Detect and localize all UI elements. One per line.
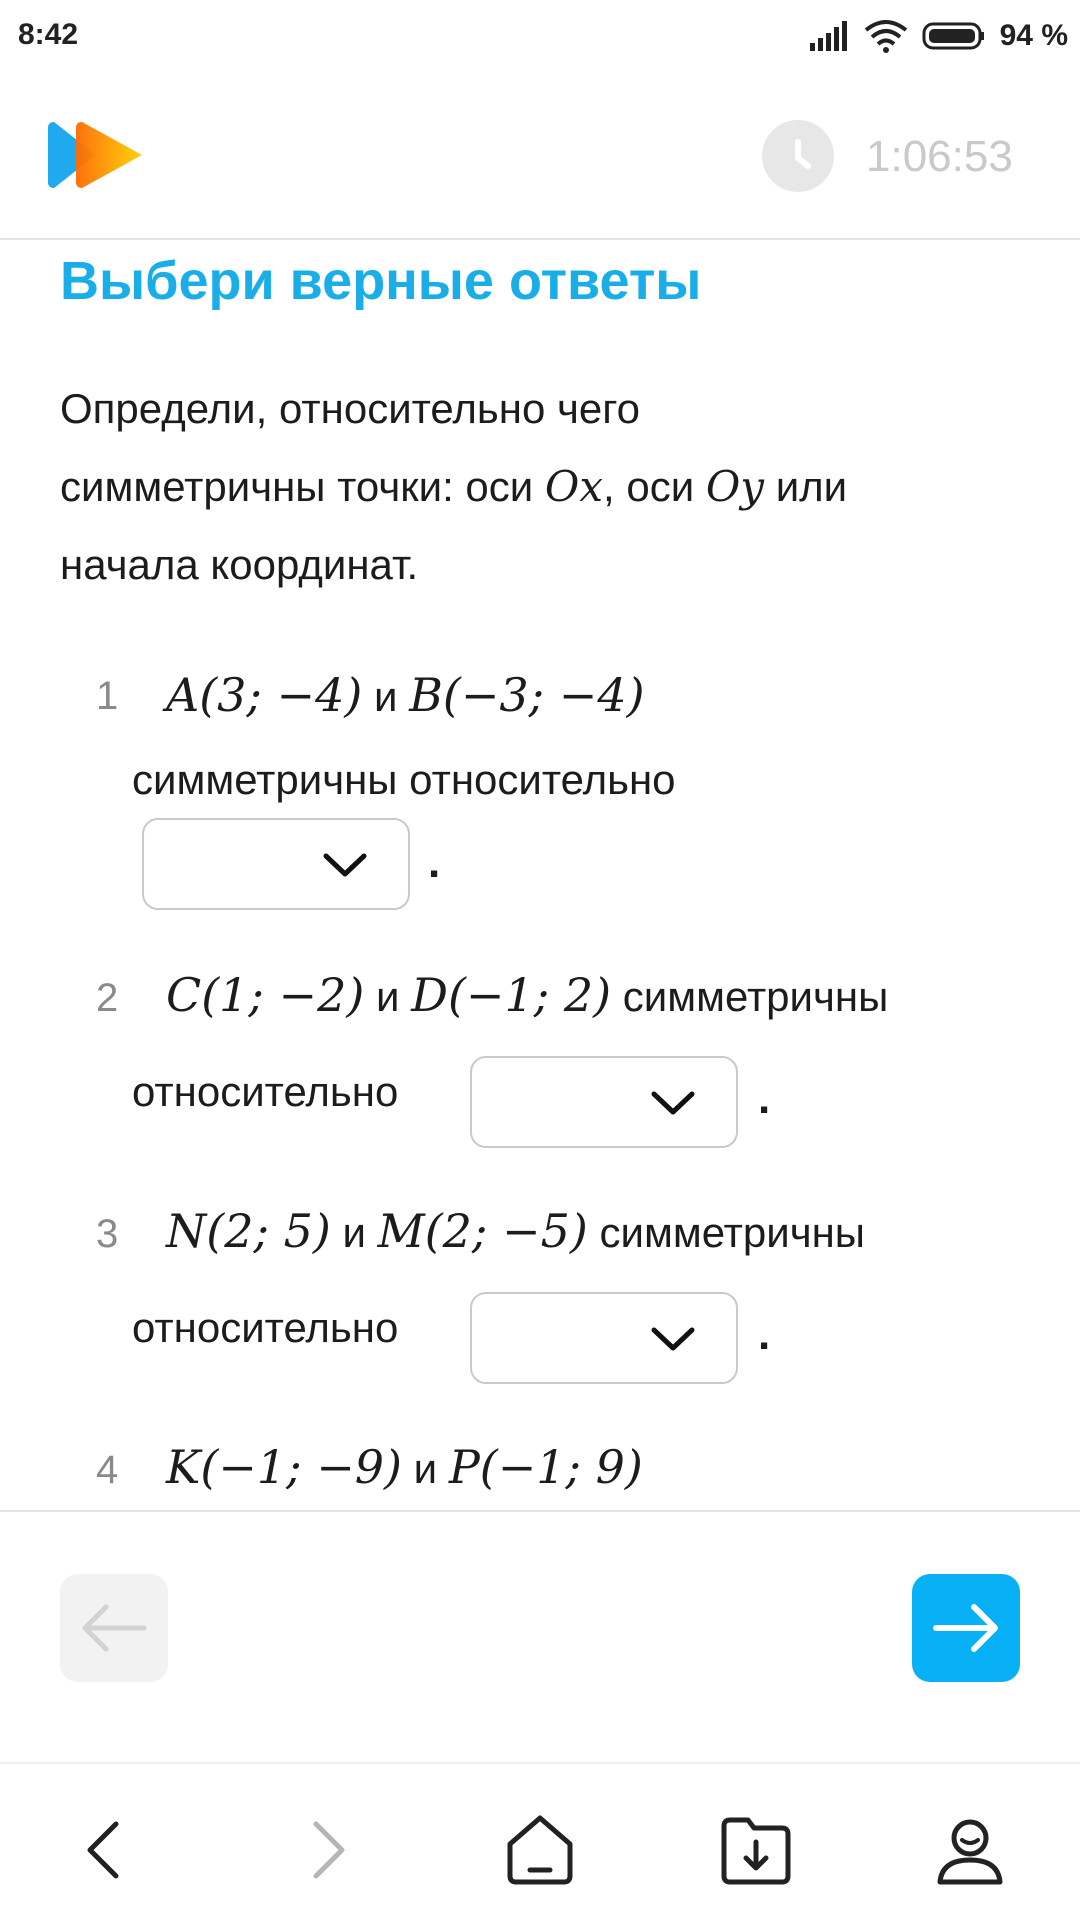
arrow-left-icon: [60, 1574, 168, 1682]
question-1-text: симметричны относительно: [132, 756, 676, 803]
task-instruction: [60, 370, 1040, 604]
chevron-down-icon: [322, 848, 368, 882]
status-bar: [0, 0, 1080, 72]
timer-value: 1:06:53: [866, 132, 1013, 181]
point-c: C(1; −2): [166, 968, 365, 1022]
question-number: 1: [96, 674, 119, 718]
axis-oy: Oy: [705, 462, 765, 511]
app-logo-icon[interactable]: [48, 120, 144, 190]
wifi-icon: [864, 19, 908, 53]
instruction-line-2: симметричны точки: оси Ox, оси Oy или: [60, 462, 848, 511]
signal-icon: [808, 21, 850, 51]
point-a: A(3; −4): [166, 668, 363, 722]
app-header: [0, 72, 1080, 240]
point-b: B(−3; −4): [409, 668, 645, 722]
task-navigation: [0, 1510, 1080, 1764]
forward-icon[interactable]: [286, 1810, 366, 1890]
point-m: M(2; −5): [377, 1204, 588, 1258]
chevron-down-icon: [650, 1086, 696, 1120]
axis-ox: Ox: [544, 462, 604, 511]
question-3-select[interactable]: [470, 1292, 738, 1384]
question-1-select[interactable]: [142, 818, 410, 910]
question-2-points: C(1; −2) и D(−1; 2) симметричны: [166, 968, 889, 1022]
arrow-right-icon: [912, 1574, 1020, 1682]
browser-toolbar: [0, 1762, 1080, 1922]
downloads-icon[interactable]: [716, 1810, 796, 1890]
question-2-text: относительно: [132, 1068, 399, 1115]
point-n: N(2; 5): [166, 1204, 331, 1258]
status-icons: [808, 16, 1068, 56]
task-title: Выбери верные ответы: [60, 251, 702, 311]
next-button[interactable]: [912, 1574, 1020, 1682]
clock-icon: [762, 120, 834, 192]
question-number: 3: [96, 1212, 119, 1256]
question-2-select[interactable]: [470, 1056, 738, 1148]
instruction-line-1: Определи, относительно чего: [60, 385, 641, 432]
previous-button[interactable]: [60, 1574, 168, 1682]
battery-level: 94 %: [999, 19, 1068, 52]
question-number: 4: [96, 1448, 119, 1492]
status-time: 8:42: [18, 18, 79, 51]
question-3-text: относительно: [132, 1304, 399, 1351]
question-number: 2: [96, 976, 119, 1020]
question-4-points: K(−1; −9) и P(−1; 9): [166, 1440, 643, 1494]
profile-icon[interactable]: [930, 1810, 1010, 1890]
instruction-line-3: начала координат.: [60, 541, 419, 588]
chevron-down-icon: [650, 1322, 696, 1356]
home-icon[interactable]: [500, 1810, 580, 1890]
point-k: K(−1; −9): [166, 1440, 402, 1494]
question-1-points: A(3; −4) и B(−3; −4): [166, 668, 645, 722]
point-d: D(−1; 2): [411, 968, 612, 1022]
sentence-period: .: [428, 838, 441, 887]
sentence-period: .: [758, 1310, 771, 1359]
back-icon[interactable]: [66, 1810, 146, 1890]
point-p: P(−1; 9): [448, 1440, 643, 1494]
question-3-points: N(2; 5) и M(2; −5) симметричны: [166, 1204, 865, 1258]
sentence-period: .: [758, 1074, 771, 1123]
task-content: [0, 238, 1080, 1510]
battery-icon: [922, 21, 986, 51]
